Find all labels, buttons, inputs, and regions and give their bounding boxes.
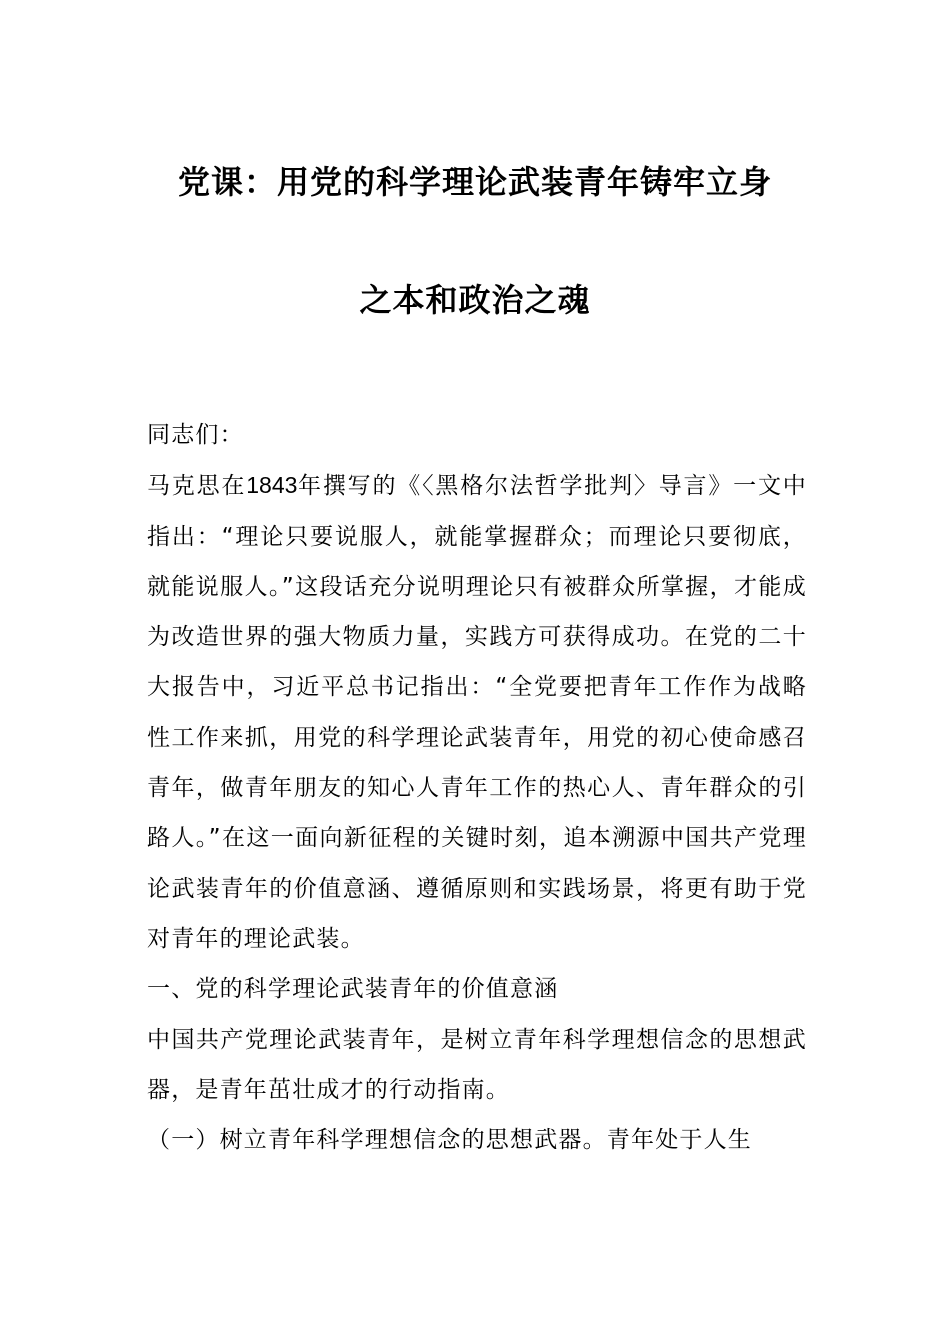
document-body bbox=[147, 410, 807, 1165]
salutation: 同志们： bbox=[147, 422, 244, 448]
paragraph-1-year: 1843 bbox=[246, 472, 298, 499]
document-title-line-2: 之本和政治之魂 bbox=[359, 281, 591, 319]
paragraph-1 bbox=[147, 460, 807, 964]
paragraph-1-text-a: 马克思在 bbox=[147, 473, 247, 500]
paragraph-1-text-b: 年撰写的《〈黑格尔法哲学批判〉导言》一文中指出：“理论只要说服人，就能掌握群众；而理论只要彻底，就能说服人。”这段话充分说明理论只有被群众所掌握，才能成为改造世界的强大物质力量，实践方可获得成功。在党的二十大报告中，习近平总书记指出：“全党要把青年工作作为战略性工作来抓，用党的科学理论武装青年，用党的初心使命感召青年，做青年朋友的知心人青年工作的热心人、青年群众的引路人。”在这一面向新征程的关键时刻，追本溯源中国共产党理论武装青年的价值意涵、遵循原则和实践场景，将更有助于党对青年的理论武装。 bbox=[147, 473, 807, 952]
paragraph-3: （一）树立青年科学理想信念的思想武器。青年处于人生 bbox=[147, 1127, 752, 1154]
paragraph-2: 中国共产党理论武装青年，是树立青年科学理想信念的思想武器，是青年茁壮成才的行动指南。 bbox=[147, 1026, 807, 1103]
section-heading-1: 一、党的科学理论武装青年的价值意涵 bbox=[147, 976, 559, 1003]
document-title-line-1: 党课：用党的科学理论武装青年铸牢立身 bbox=[177, 163, 772, 201]
